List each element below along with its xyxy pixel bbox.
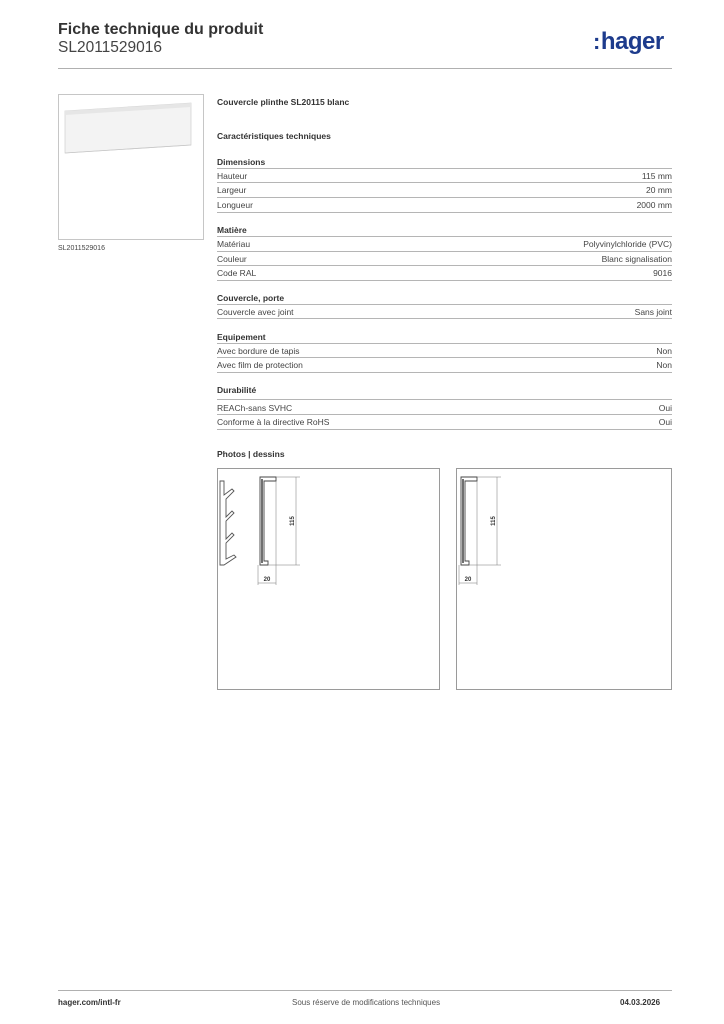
- spec-value: 20 mm: [646, 185, 672, 195]
- spec-label: Avec film de protection: [217, 360, 303, 370]
- spec-label: Couleur: [217, 254, 247, 264]
- spec-value: Oui: [658, 417, 672, 427]
- product-image-caption: SL2011529016: [58, 245, 105, 252]
- cross-section-drawing: [218, 469, 439, 689]
- spec-label: Matériau: [217, 239, 251, 249]
- width-dimension-label: 20: [464, 577, 472, 583]
- hager-logo: :hager: [593, 28, 664, 55]
- spec-value: Non: [656, 360, 672, 370]
- spec-value: 2000 mm: [636, 200, 672, 210]
- logo-text: hager: [600, 28, 664, 55]
- footer-disclaimer: Sous réserve de modifications techniques: [292, 998, 441, 1007]
- technical-drawing-2: [456, 468, 672, 690]
- spec-label: Hauteur: [217, 171, 248, 181]
- footer-date: 04.03.2026: [620, 998, 661, 1007]
- header-divider: [58, 68, 672, 69]
- page-title: Fiche technique du produit: [58, 21, 264, 38]
- spec-label: Largeur: [217, 185, 247, 195]
- section-title-equipment: Equipement: [217, 332, 266, 342]
- section-title-cover: Couvercle, porte: [217, 293, 285, 303]
- footer-divider: [58, 990, 672, 991]
- photos-heading: Photos | dessins: [217, 449, 285, 459]
- technical-drawing-1: [217, 468, 440, 690]
- spec-label: Couvercle avec joint: [217, 307, 294, 317]
- spec-value: Polyvinylchloride (PVC): [583, 239, 672, 249]
- spec-label: Longueur: [217, 200, 253, 210]
- product-reference: SL2011529016: [58, 39, 163, 56]
- section-title-dimensions: Dimensions: [217, 157, 266, 167]
- height-dimension-label: 115: [290, 516, 296, 526]
- spec-label: Conforme à la directive RoHS: [217, 417, 330, 427]
- spec-value: Oui: [658, 403, 672, 413]
- spec-label: Code RAL: [217, 268, 257, 278]
- section-title-material: Matière: [217, 225, 247, 235]
- spec-value: Non: [656, 346, 672, 356]
- spec-value: Sans joint: [634, 307, 672, 317]
- spec-value: 9016: [653, 268, 672, 278]
- cover-profile-drawing: [457, 469, 671, 689]
- footer-website-link[interactable]: hager.com/intl-fr: [58, 998, 121, 1007]
- spec-label: Avec bordure de tapis: [217, 346, 300, 356]
- product-image: [58, 94, 204, 240]
- spec-label: REACh-sans SVHC: [217, 403, 293, 413]
- spec-value: Blanc signalisation: [601, 254, 672, 264]
- width-dimension-label: 20: [263, 577, 271, 583]
- product-name: Couvercle plinthe SL20115 blanc: [217, 97, 350, 107]
- characteristics-heading: Caractéristiques techniques: [217, 131, 331, 141]
- product-photo-illustration: [59, 95, 203, 239]
- height-dimension-label: 115: [491, 516, 497, 526]
- section-title-durability: Durabilité: [217, 385, 257, 395]
- spec-value: 115 mm: [641, 171, 672, 181]
